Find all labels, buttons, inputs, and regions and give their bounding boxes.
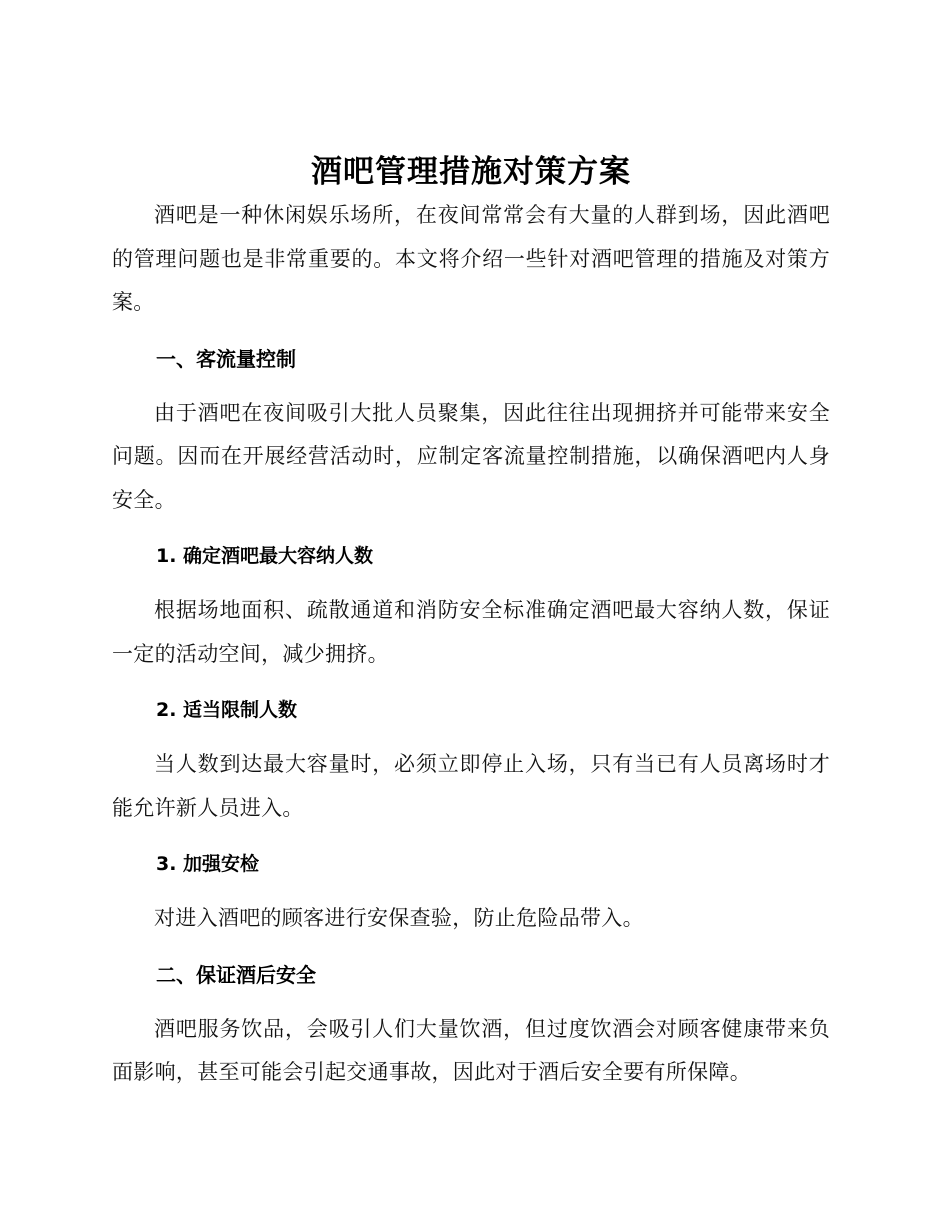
intro-paragraph: 酒吧是一种休闲娱乐场所，在夜间常常会有大量的人群到场，因此酒吧的管理问题也是非常重要的。本文将介绍一些针对酒吧管理的措施及对策方案。 <box>112 203 830 314</box>
subsection-heading-security-check: 3. 加强安检 <box>156 853 260 875</box>
section-heading-crowd-control: 一、客流量控制 <box>156 346 296 371</box>
document-page <box>112 150 830 1095</box>
subsection-paragraph-security-check: 对进入酒吧的顾客进行安保查验，防止危险品带入。 <box>154 906 644 930</box>
subsection-paragraph-limit-people: 当人数到达最大容量时，必须立即停止入场，只有当已有人员离场时才能允许新人员进入。 <box>112 752 830 820</box>
subsection-heading-max-capacity: 1. 确定酒吧最大容纳人数 <box>156 545 374 567</box>
page-title: 酒吧管理措施对策方案 <box>311 154 631 190</box>
subsection-paragraph-max-capacity: 根据场地面积、疏散通道和消防安全标准确定酒吧最大容纳人数，保证一定的活动空间，减少拥挤。 <box>112 598 830 666</box>
section-paragraph-after-drinking-safety: 酒吧服务饮品，会吸引人们大量饮酒，但过度饮酒会对顾客健康带来负面影响，甚至可能会引起交通事故，因此对于酒后安全要有所保障。 <box>112 1016 830 1084</box>
section-paragraph-crowd-control: 由于酒吧在夜间吸引大批人员聚集，因此往往出现拥挤并可能带来安全问题。因而在开展经营活动时，应制定客流量控制措施，以确保酒吧内人身安全。 <box>112 400 830 512</box>
section-heading-after-drinking-safety: 二、保证酒后安全 <box>156 962 316 987</box>
subsection-heading-limit-people: 2. 适当限制人数 <box>156 699 298 721</box>
